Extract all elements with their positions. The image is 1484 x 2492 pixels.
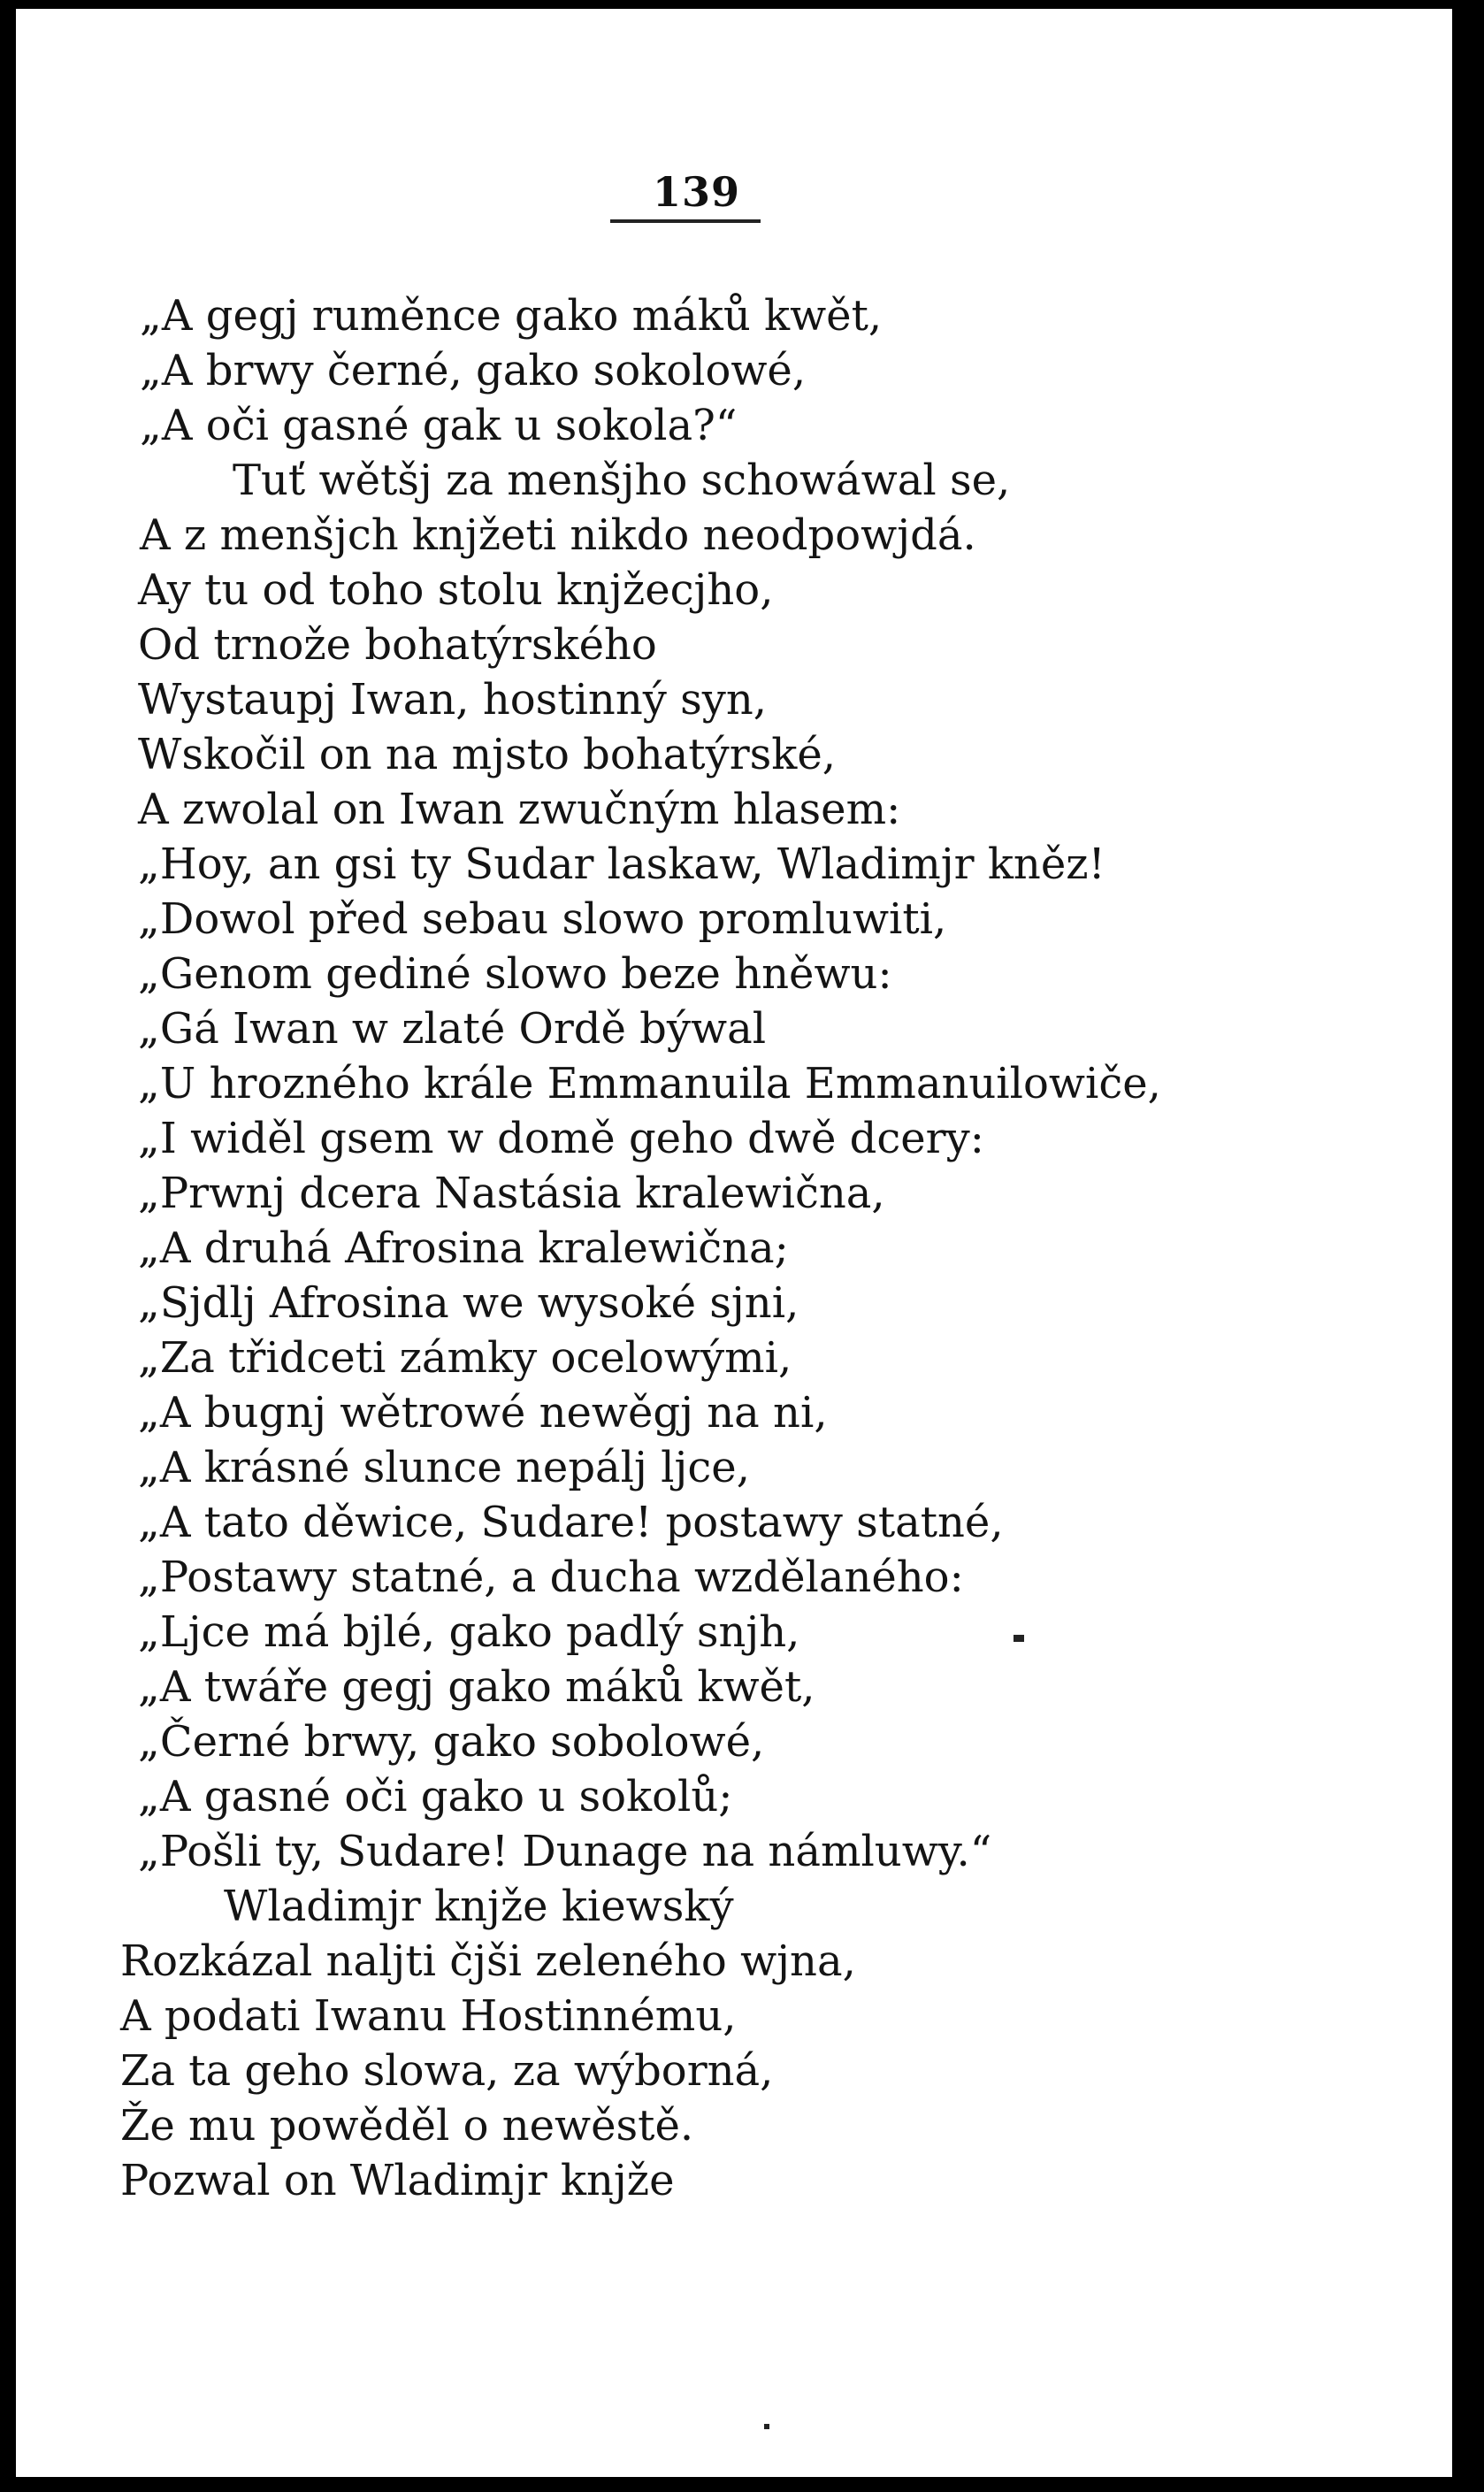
poem-line: „Genom gediné slowo beze hněwu: (138, 949, 892, 999)
poem-line: Od trnože bohatýrského (138, 620, 657, 670)
poem-line: Tuť wětšj za menšjho schowáwal se, (233, 456, 1011, 505)
poem-line: „I widěl gsem w domě geho dwě dcery: (138, 1114, 984, 1163)
poem-line: „Pošli ty, Sudare! Dunage na námluwy.“ (138, 1827, 992, 1876)
poem-line: A z menšjch knjžeti nikdo neodpowjdá. (140, 510, 976, 560)
poem-line: „A gasné oči gako u sokolů; (138, 1772, 733, 1821)
poem-line: Rozkázal naljti čjši zeleného wjna, (120, 1936, 856, 1986)
poem-line: „A oči gasné gak u sokola?“ (140, 401, 738, 450)
poem-line: Wystaupj Iwan, hostinný syn, (138, 675, 768, 725)
poem-line: Za ta geho slowa, za wýborná, (120, 2046, 774, 2096)
poem-line: „A druhá Afrosina kralewična; (138, 1223, 789, 1273)
poem-line: Že mu powěděl o newěstě. (120, 2101, 694, 2151)
poem-line: Wskočil on na mjsto bohatýrské, (138, 730, 837, 779)
poem-line: „A tato děwice, Sudare! postawy statné, (138, 1498, 1004, 1547)
poem-line: „Dowol před sebau slowo promluwiti, (138, 894, 947, 944)
poem-text (16, 9, 1452, 2477)
poem-line: „A twáře gegj gako máků kwět, (138, 1662, 815, 1712)
poem-line: Ay tu od toho stolu knjžecjho, (138, 565, 774, 615)
poem-line: Wladimjr knjže kiewský (224, 1882, 734, 1931)
poem-line: A zwolal on Iwan zwučným hlasem: (138, 785, 901, 834)
page-number: 139 (653, 168, 741, 216)
poem-line: A podati Iwanu Hostinnému, (120, 1991, 737, 2041)
poem-line: „Gá Iwan w zlaté Ordě býwal (138, 1004, 767, 1054)
poem-line: Pozwal on Wladimjr knjže (120, 2156, 675, 2205)
poem-line: „A bugnj wětrowé newěgj na ni, (138, 1388, 828, 1438)
poem-line: „Za třidceti zámky ocelowými, (138, 1333, 792, 1383)
poem-line: „A gegj ruměnce gako máků kwět, (140, 291, 883, 341)
book-page (16, 9, 1452, 2477)
poem-line: „Prwnj dcera Nastásia kralewična, (138, 1169, 885, 1218)
poem-line: „Postawy statné, a ducha wzdělaného: (138, 1553, 964, 1602)
poem-line: „U hrozného krále Emmanuila Emmanuilowiče, (138, 1059, 1161, 1108)
ink-speck (764, 2424, 769, 2429)
poem-line: „A krásné slunce nepálj ljce, (138, 1443, 750, 1492)
poem-line: „Ljce má bjlé, gako padlý snjh, (138, 1607, 800, 1657)
poem-line: „Černé brwy, gako sobolowé, (138, 1717, 765, 1767)
poem-line: „Hoy, an gsi ty Sudar laskaw, Wladimjr kněz! (138, 840, 1105, 889)
poem-line: „A brwy černé, gako sokolowé, (140, 346, 807, 395)
poem-line: „Sjdlj Afrosina we wysoké sjni, (138, 1278, 799, 1328)
ink-speck (1014, 1635, 1024, 1642)
